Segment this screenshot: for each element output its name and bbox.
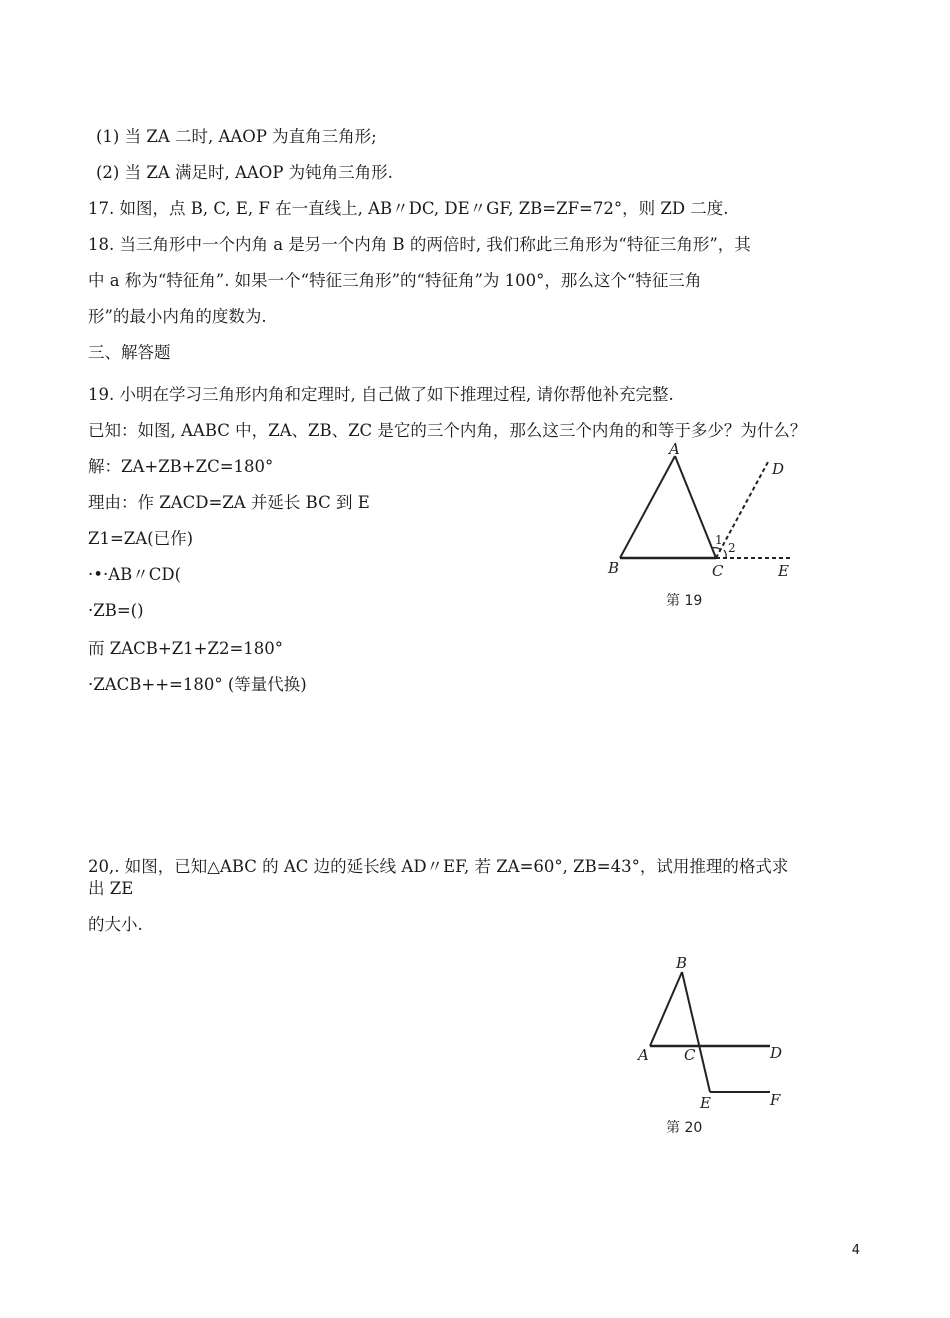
fig20-label-f: F <box>770 1091 781 1109</box>
question-17: 17. 如图，点 B, C, E, F 在一直线上, AB〃DC, DE〃GF, ZB=ZF=72°，则 ZD 二度. <box>88 199 729 218</box>
question-19-given: 已知：如图, AABC 中，ZA、ZB、ZC 是它的三个内角，那么这三个内角的和等于多少？为什么？ <box>88 421 807 440</box>
question-18-line-1: 18. 当三角形中一个内角 a 是另一个内角 B 的两倍时, 我们称此三角形为“特征三角形”，其 <box>88 235 751 254</box>
question-20-line-2: 出 ZE <box>88 879 134 898</box>
question-20-line-3: 的大小. <box>88 915 143 934</box>
solution-line-2: 理由：作 ZACD=ZA 并延长 BC 到 E <box>88 493 370 512</box>
figure-20 <box>630 950 800 1120</box>
page-number: 4 <box>851 1243 860 1258</box>
solution-line-3: Z1=ZA(已作) <box>88 529 194 548</box>
fig20-label-c: C <box>684 1046 696 1064</box>
fig19-label-a: A <box>669 440 680 458</box>
fig19-angle-1: 1 <box>715 533 723 547</box>
fig19-label-d: D <box>772 460 785 478</box>
section-heading: 三、解答题 <box>88 343 171 362</box>
solution-line-1: 解：ZA+ZB+ZC=180° <box>88 457 274 476</box>
solution-line-6: 而 ZACB+Z1+Z2=180° <box>88 639 284 658</box>
text-line-2: (2) 当 ZA 满足时, AAOP 为钝角三角形. <box>96 163 393 182</box>
fig19-label-c: C <box>712 562 724 580</box>
fig20-label-e: E <box>700 1094 711 1112</box>
fig19-label-e: E <box>778 562 789 580</box>
figure-19 <box>600 440 810 590</box>
fig20-label-b: B <box>676 954 688 972</box>
figure-19-caption: 第 19 <box>666 593 703 609</box>
fig20-label-a: A <box>638 1046 649 1064</box>
solution-line-5: ·ZB=() <box>88 601 144 620</box>
question-19-intro: 19. 小明在学习三角形内角和定理时, 自己做了如下推理过程, 请你帮他补充完整. <box>88 385 674 404</box>
question-18-line-3: 形”的最小内角的度数为. <box>88 307 267 326</box>
text-line-1: (1) 当 ZA 二时, AAOP 为直角三角形; <box>96 127 377 146</box>
figure-20-caption: 第 20 <box>666 1120 703 1136</box>
fig20-label-d: D <box>770 1044 783 1062</box>
question-18-line-2: 中 a 称为“特征角”. 如果一个“特征三角形”的“特征角”为 100°，那么这个“特征三角 <box>88 271 702 290</box>
question-20-line-1: 20,. 如图，已知△ABC 的 AC 边的延长线 AD〃EF, 若 ZA=60°, ZB=43°，试用推理的格式求 <box>88 857 789 876</box>
solution-line-4: ·•·AB〃CD( <box>88 565 182 584</box>
fig19-angle-2: 2 <box>728 541 736 555</box>
solution-line-7: ·ZACB++=180° (等量代换) <box>88 675 307 694</box>
fig19-label-b: B <box>608 559 620 577</box>
